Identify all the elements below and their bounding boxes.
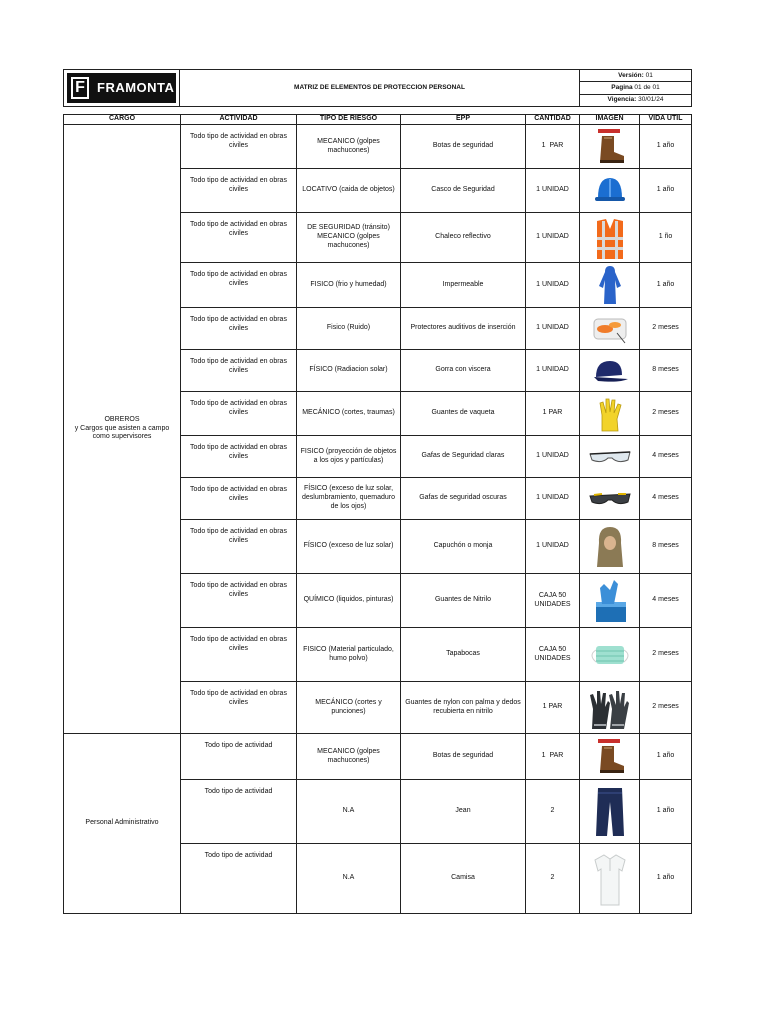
vida-util-cell: 2 meses xyxy=(640,682,692,734)
vida-util-cell: 1 año xyxy=(640,844,692,914)
imagen-cell xyxy=(580,628,640,682)
leather-gloves-icon xyxy=(581,395,638,433)
cantidad-cell: 1 UNIDAD xyxy=(526,263,580,308)
epp-cell: Guantes de Nitrilo xyxy=(401,574,526,628)
earplugs-icon xyxy=(581,311,638,347)
imagen-cell xyxy=(580,478,640,520)
col-header-vida-util: VIDA UTIL xyxy=(640,115,692,125)
actividad-cell: Todo tipo de actividad xyxy=(181,780,297,844)
actividad-cell: Todo tipo de actividad en obras civiles xyxy=(181,574,297,628)
cantidad-cell: 1 UNIDAD xyxy=(526,308,580,350)
cantidad-cell: 1 UNIDAD xyxy=(526,213,580,263)
validity-label: Vigencia: xyxy=(607,96,637,104)
epp-cell: Camisa xyxy=(401,844,526,914)
cantidad-cell: 2 xyxy=(526,844,580,914)
hood-icon xyxy=(581,525,638,569)
cantidad-cell: 1 UNIDAD xyxy=(526,169,580,213)
vida-util-cell: 1 ño xyxy=(640,213,692,263)
vida-util-cell: 4 meses xyxy=(640,436,692,478)
tipo-riesgo-cell: FISICO (frio y humedad) xyxy=(297,263,401,308)
epp-cell: Chaleco reflectivo xyxy=(401,213,526,263)
imagen-cell xyxy=(580,213,640,263)
vida-util-cell: 4 meses xyxy=(640,478,692,520)
cantidad-cell: 1 PAR xyxy=(526,682,580,734)
tipo-riesgo-cell: FÍSICO (Radiacion solar) xyxy=(297,350,401,392)
validity-value: 30/01/24 xyxy=(638,96,664,104)
tipo-riesgo-cell: MECÁNICO (cortes y punciones) xyxy=(297,682,401,734)
epp-cell: Guantes de vaqueta xyxy=(401,392,526,436)
actividad-cell: Todo tipo de actividad en obras civiles xyxy=(181,263,297,308)
face-mask-icon xyxy=(581,638,638,672)
epp-cell: Gorra con viscera xyxy=(401,350,526,392)
page-label: Pagina xyxy=(611,83,633,91)
vida-util-cell: 1 año xyxy=(640,169,692,213)
dark-glasses-icon xyxy=(581,488,638,510)
actividad-cell: Todo tipo de actividad en obras civiles xyxy=(181,169,297,213)
vida-util-cell: 8 meses xyxy=(640,350,692,392)
imagen-cell xyxy=(580,520,640,574)
ppe-matrix-table xyxy=(63,114,692,914)
actividad-cell: Todo tipo de actividad en obras civiles xyxy=(181,350,297,392)
table-row xyxy=(64,125,692,169)
actividad-cell: Todo tipo de actividad en obras civiles xyxy=(181,436,297,478)
epp-cell: Casco de Seguridad xyxy=(401,169,526,213)
epp-cell: Capuchón o monja xyxy=(401,520,526,574)
nitrile-gloves-icon xyxy=(581,578,638,624)
imagen-cell xyxy=(580,308,640,350)
table-row xyxy=(64,734,692,780)
vida-util-cell: 4 meses xyxy=(640,574,692,628)
tipo-riesgo-cell: MECANICO (golpes machucones) xyxy=(297,125,401,169)
epp-cell: Gafas de seguridad oscuras xyxy=(401,478,526,520)
nylon-gloves-icon xyxy=(581,685,638,731)
cargo-cell: Personal Administrativo xyxy=(64,734,181,914)
epp-cell: Botas de seguridad xyxy=(401,125,526,169)
cantidad-cell: 1 UNIDAD xyxy=(526,350,580,392)
actividad-cell: Todo tipo de actividad en obras civiles xyxy=(181,478,297,520)
vest-icon xyxy=(581,215,638,261)
tipo-riesgo-cell: FÍSICO (exceso de luz solar, deslumbramiento, quemaduro de los ojos) xyxy=(297,478,401,520)
page-value: 01 de 01 xyxy=(634,83,660,91)
boot-icon xyxy=(581,738,638,776)
col-header-tipo-riesgo: TIPO DE RIESGO xyxy=(297,115,401,125)
logo-cell xyxy=(64,70,180,107)
vida-util-cell: 2 meses xyxy=(640,308,692,350)
logo-wordmark: FRAMONTA xyxy=(97,79,175,95)
imagen-cell xyxy=(580,392,640,436)
imagen-cell xyxy=(580,263,640,308)
vida-util-cell: 1 año xyxy=(640,125,692,169)
epp-cell: Guantes de nylon con palma y dedos recubierta en nitrilo xyxy=(401,682,526,734)
cantidad-cell: 1 PAR xyxy=(526,125,580,169)
epp-cell: Botas de seguridad xyxy=(401,734,526,780)
tipo-riesgo-cell: Fisico (Ruido) xyxy=(297,308,401,350)
tipo-riesgo-cell: N.A xyxy=(297,844,401,914)
col-header-cantidad: CANTIDAD xyxy=(526,115,580,125)
vida-util-cell: 1 año xyxy=(640,734,692,780)
epp-cell: Impermeable xyxy=(401,263,526,308)
epp-cell: Protectores auditivos de inserción xyxy=(401,308,526,350)
imagen-cell xyxy=(580,780,640,844)
imagen-cell xyxy=(580,125,640,169)
cantidad-cell: CAJA 50 UNIDADES xyxy=(526,628,580,682)
logo-mark: F xyxy=(71,77,89,99)
page-cell xyxy=(580,82,692,94)
ppe-matrix-document xyxy=(63,69,691,914)
actividad-cell: Todo tipo de actividad en obras civiles xyxy=(181,682,297,734)
imagen-cell xyxy=(580,436,640,478)
vida-util-cell: 1 año xyxy=(640,780,692,844)
validity-cell xyxy=(580,94,692,106)
tipo-riesgo-cell: QUÍMICO (liquidos, pinturas) xyxy=(297,574,401,628)
actividad-cell: Todo tipo de actividad xyxy=(181,844,297,914)
version-label: Versión: xyxy=(618,71,644,79)
tipo-riesgo-cell: MECÁNICO (cortes, traumas) xyxy=(297,392,401,436)
cargo-cell: OBREROS y Cargos que asisten a campo como supervisores xyxy=(64,125,181,734)
raincoat-icon xyxy=(581,264,638,306)
jeans-icon xyxy=(581,786,638,838)
cantidad-cell: 1 UNIDAD xyxy=(526,520,580,574)
imagen-cell xyxy=(580,169,640,213)
actividad-cell: Todo tipo de actividad en obras civiles xyxy=(181,392,297,436)
cap-icon xyxy=(581,355,638,387)
helmet-icon xyxy=(581,172,638,210)
shirt-icon xyxy=(581,851,638,907)
version-value: 01 xyxy=(645,71,653,79)
epp-cell: Tapabocas xyxy=(401,628,526,682)
document-title: MATRIZ DE ELEMENTOS DE PROTECCION PERSONAL xyxy=(180,70,580,107)
cantidad-cell: CAJA 50 UNIDADES xyxy=(526,574,580,628)
imagen-cell xyxy=(580,682,640,734)
vida-util-cell: 1 año xyxy=(640,263,692,308)
cantidad-cell: 1 UNIDAD xyxy=(526,478,580,520)
company-logo xyxy=(67,73,176,103)
col-header-cargo: CARGO xyxy=(64,115,181,125)
epp-cell: Gafas de Seguridad claras xyxy=(401,436,526,478)
cantidad-cell: 1 UNIDAD xyxy=(526,436,580,478)
tipo-riesgo-cell: LOCATIVO (caida de objetos) xyxy=(297,169,401,213)
actividad-cell: Todo tipo de actividad xyxy=(181,734,297,780)
vida-util-cell: 2 meses xyxy=(640,628,692,682)
col-header-imagen: IMAGEN xyxy=(580,115,640,125)
imagen-cell xyxy=(580,574,640,628)
actividad-cell: Todo tipo de actividad en obras civiles xyxy=(181,213,297,263)
imagen-cell xyxy=(580,350,640,392)
cantidad-cell: 1 PAR xyxy=(526,734,580,780)
tipo-riesgo-cell: FISICO (proyección de objetos a los ojos y partículas) xyxy=(297,436,401,478)
epp-cell: Jean xyxy=(401,780,526,844)
header-table xyxy=(63,69,692,107)
actividad-cell: Todo tipo de actividad en obras civiles xyxy=(181,125,297,169)
col-header-epp: EPP xyxy=(401,115,526,125)
cantidad-cell: 1 PAR xyxy=(526,392,580,436)
col-header-actividad: ACTIVIDAD xyxy=(181,115,297,125)
cantidad-cell: 2 xyxy=(526,780,580,844)
actividad-cell: Todo tipo de actividad en obras civiles xyxy=(181,308,297,350)
tipo-riesgo-cell: DE SEGURIDAD (tránsito) MECANICO (golpes machucones) xyxy=(297,213,401,263)
column-header-row xyxy=(64,115,692,125)
tipo-riesgo-cell: N.A xyxy=(297,780,401,844)
boot-icon xyxy=(581,128,638,166)
actividad-cell: Todo tipo de actividad en obras civiles xyxy=(181,520,297,574)
tipo-riesgo-cell: MECANICO (golpes machucones) xyxy=(297,734,401,780)
tipo-riesgo-cell: FÍSICO (exceso de luz solar) xyxy=(297,520,401,574)
imagen-cell xyxy=(580,844,640,914)
version-cell xyxy=(580,70,692,82)
vida-util-cell: 8 meses xyxy=(640,520,692,574)
clear-glasses-icon xyxy=(581,446,638,468)
vida-util-cell: 2 meses xyxy=(640,392,692,436)
actividad-cell: Todo tipo de actividad en obras civiles xyxy=(181,628,297,682)
tipo-riesgo-cell: FISICO (Material particulado, humo polvo) xyxy=(297,628,401,682)
imagen-cell xyxy=(580,734,640,780)
